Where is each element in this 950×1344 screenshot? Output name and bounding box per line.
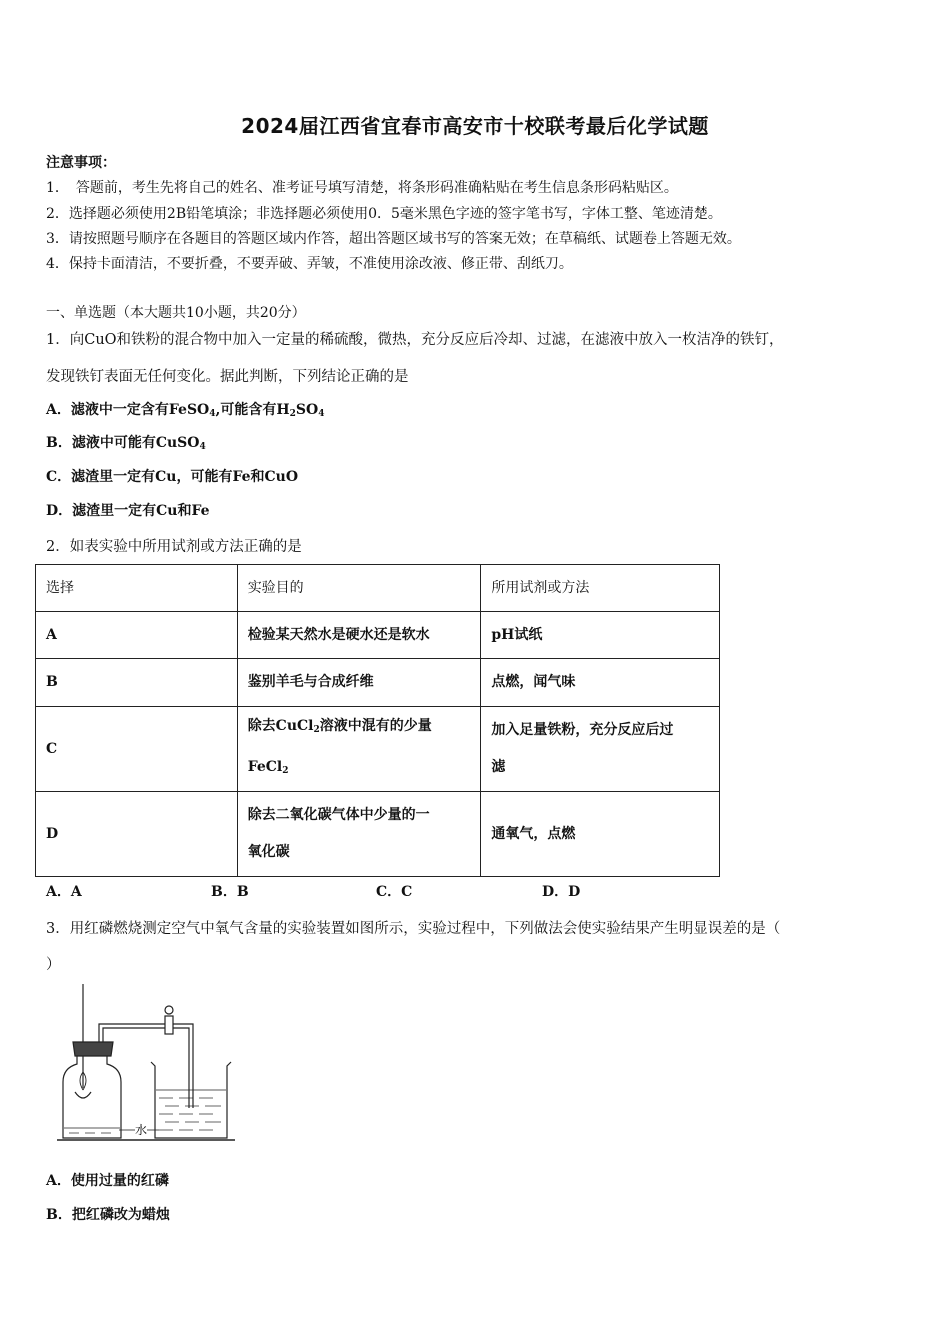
notice-item-4: 4．保持卡面清洁，不要折叠，不要弄破、弄皱，不准使用涂改液、修正带、刮纸刀。	[46, 256, 573, 272]
section-heading: 一、单选题（本大题共10小题，共20分）	[46, 305, 306, 321]
question-1-option-c: C．滤渣里一定有Cu，可能有Fe和CuO	[46, 469, 299, 485]
question-1-stem-line2: 发现铁钉表面无任何变化。据此判断，下列结论正确的是	[46, 369, 409, 385]
table-cell-key: D	[36, 792, 238, 877]
question-3-stem-line1: 3．用红磷燃烧测定空气中氧气含量的实验装置如图所示，实验过程中，下列做法会使实验结果产生明显误差的是（	[46, 921, 781, 937]
table-cell-method: 通氧气，点燃	[481, 792, 720, 877]
question-2-choice-c: C．C	[376, 884, 413, 900]
table-cell-key: B	[36, 659, 238, 707]
table-cell-method: pH试纸	[481, 612, 720, 659]
notice-heading: 注意事项：	[46, 155, 116, 171]
question-1-stem-line1: 1．向CuO和铁粉的混合物中加入一定量的稀硫酸，微热，充分反应后冷却、过滤，在滤液中放入一枚洁净的铁钉，	[46, 332, 784, 348]
table-cell-key: A	[36, 612, 238, 659]
question-3-stem-line2: ）	[46, 957, 61, 973]
question-1-option-b: B．滤液中可能有CuSO$_4$	[46, 435, 206, 452]
question-1-option-a: A．滤液中一定含有FeSO$_4$,可能含有$H_2SO_4$	[46, 402, 325, 419]
apparatus-figure	[55, 980, 245, 1150]
collecting-bottle	[63, 1056, 121, 1138]
notice-item-2: 2．选择题必须使用2B铅笔填涂；非选择题必须使用0．5毫米黑色字迹的签字笔书写，字体工整、笔迹清楚。	[46, 206, 722, 222]
page-title: 2024届江西省宜春市高安市十校联考最后化学试题	[241, 114, 709, 138]
table-cell-purpose: 除去二氧化碳气体中少量的一 氧化碳	[237, 792, 481, 877]
water-label: 水	[135, 1123, 148, 1137]
table-row	[36, 707, 720, 792]
bottle-stopper	[73, 1042, 113, 1056]
table-cell-key: C	[36, 707, 238, 792]
table-cell-method: 点燃，闻气味	[481, 659, 720, 707]
tube-clamp	[165, 1016, 173, 1034]
table-row	[36, 612, 720, 659]
question-2-stem: 2．如表实验中所用试剂或方法正确的是	[46, 539, 302, 555]
question-3-option-b: B．把红磷改为蜡烛	[46, 1207, 170, 1223]
table-header-cell: 实验目的	[237, 565, 481, 612]
table-cell-purpose: 鉴别羊毛与合成纤维	[237, 659, 481, 707]
table-row	[36, 659, 720, 707]
table-header-row	[36, 565, 720, 612]
question-1-option-d: D．滤渣里一定有Cu和Fe	[46, 503, 210, 519]
notice-item-3: 3．请按照题号顺序在各题目的答题区域内作答，超出答题区域书写的答案无效；在草稿纸、试题卷上答题无效。	[46, 231, 741, 247]
question-2-choice-a: A．A	[46, 884, 82, 900]
combustion-spoon	[75, 1092, 91, 1098]
clamp-screw-icon	[165, 1006, 173, 1014]
beaker	[151, 1062, 231, 1138]
table-header-cell: 选择	[36, 565, 238, 612]
table-cell-purpose: 除去CuCl$_2$溶液中混有的少量 FeCl$_2$	[237, 707, 481, 792]
question-2-choice-b: B．B	[211, 884, 249, 900]
notice-item-1: 1． 答题前，考生先将自己的姓名、准考证号填写清楚，将条形码准确粘贴在考生信息条形码粘贴区。	[46, 180, 678, 196]
table-cell-method: 加入足量铁粉，充分反应后过 滤	[481, 707, 720, 792]
table-header-cell: 所用试剂或方法	[481, 565, 720, 612]
question-3-option-a: A．使用过量的红磷	[46, 1173, 169, 1189]
experiment-table	[35, 564, 720, 877]
table-row	[36, 792, 720, 877]
question-2-choice-d: D．D	[542, 884, 581, 900]
table-cell-purpose: 检验某天然水是硬水还是软水	[237, 612, 481, 659]
